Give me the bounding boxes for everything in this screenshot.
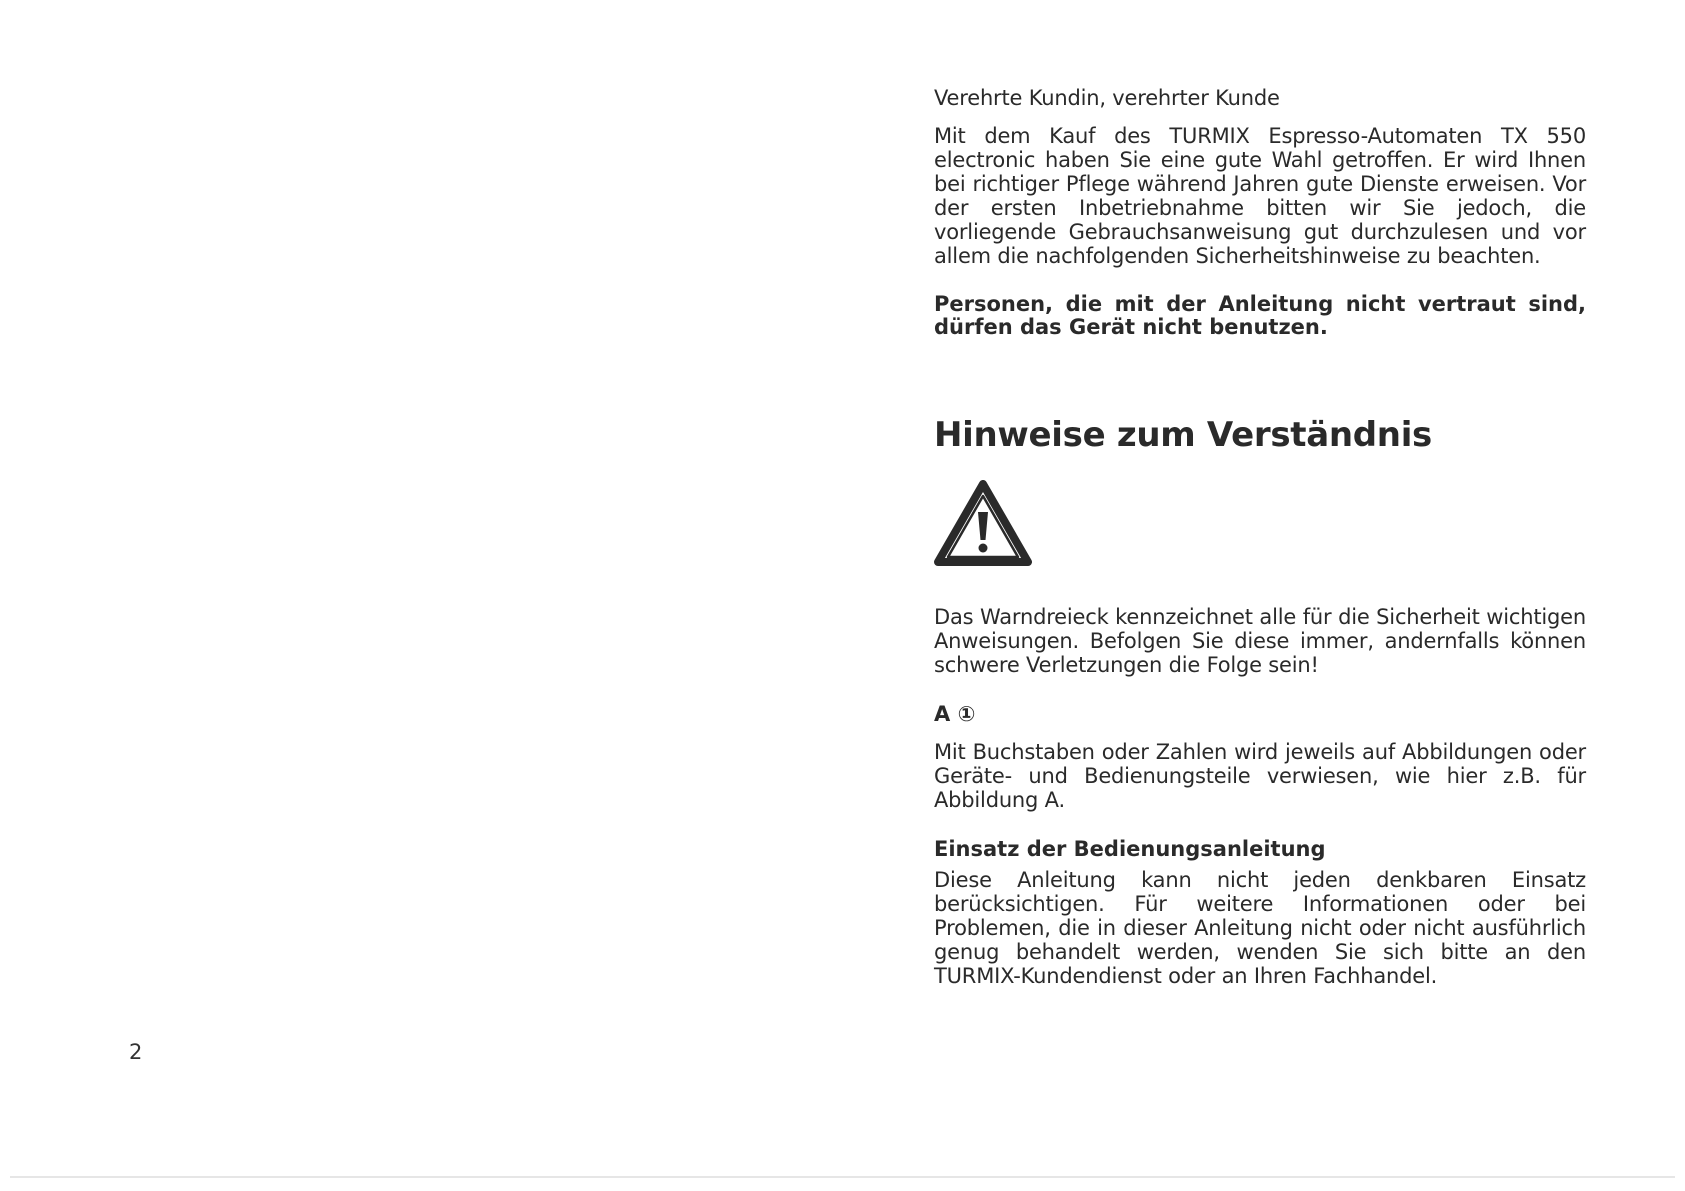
- section-title: Hinweise zum Verständnis: [934, 415, 1432, 455]
- usage-paragraph: Diese Anleitung kann nicht jeden denkbaren Einsatz berücksichtigen. Für weitere Informationen oder bei Problemen, die in dieser Anleitung nicht oder nicht ausführlich genug behandelt werden, wenden Sie sich bitte an den TURMIX-Kundendienst oder an Ihren Fachhandel.: [934, 868, 1586, 988]
- page-bottom-edge: [10, 1176, 1675, 1178]
- greeting: Verehrte Kundin, verehrter Kunde: [934, 86, 1280, 110]
- safety-notice: Personen, die mit der Anleitung nicht vertraut sind, dürfen das Gerät nicht benutzen.: [934, 292, 1586, 339]
- reference-label: A ①: [934, 702, 976, 726]
- usage-heading: Einsatz der Bedienungsanleitung: [934, 837, 1326, 861]
- warning-explanation: Das Warndreieck kennzeichnet alle für die Sicherheit wichtigen Anweisungen. Befolgen Sie diese immer, andernfalls können schwere Verletzungen die Folge sein!: [934, 605, 1586, 677]
- intro-paragraph: Mit dem Kauf des TURMIX Espresso-Automaten TX 550 electronic haben Sie eine gute Wahl getroffen. Er wird Ihnen bei richtiger Pflege während Jahren gute Dienste erweisen. Vor der ersten Inbetriebnahme bitten wir Sie jedoch, die vorliegende Gebrauchsanweisung gut durchzulesen und vor allem die nachfolgenden Sicherheitshinweise zu beachten.: [934, 124, 1586, 268]
- right-page-column: [934, 86, 1586, 988]
- reference-explanation: Mit Buchstaben oder Zahlen wird jeweils auf Abbildungen oder Geräte- und Bedienungsteile verwiesen, wie hier z.B. für Abbildung A.: [934, 740, 1586, 812]
- page-number: 2: [129, 1040, 143, 1064]
- warning-triangle-icon: [934, 480, 1032, 566]
